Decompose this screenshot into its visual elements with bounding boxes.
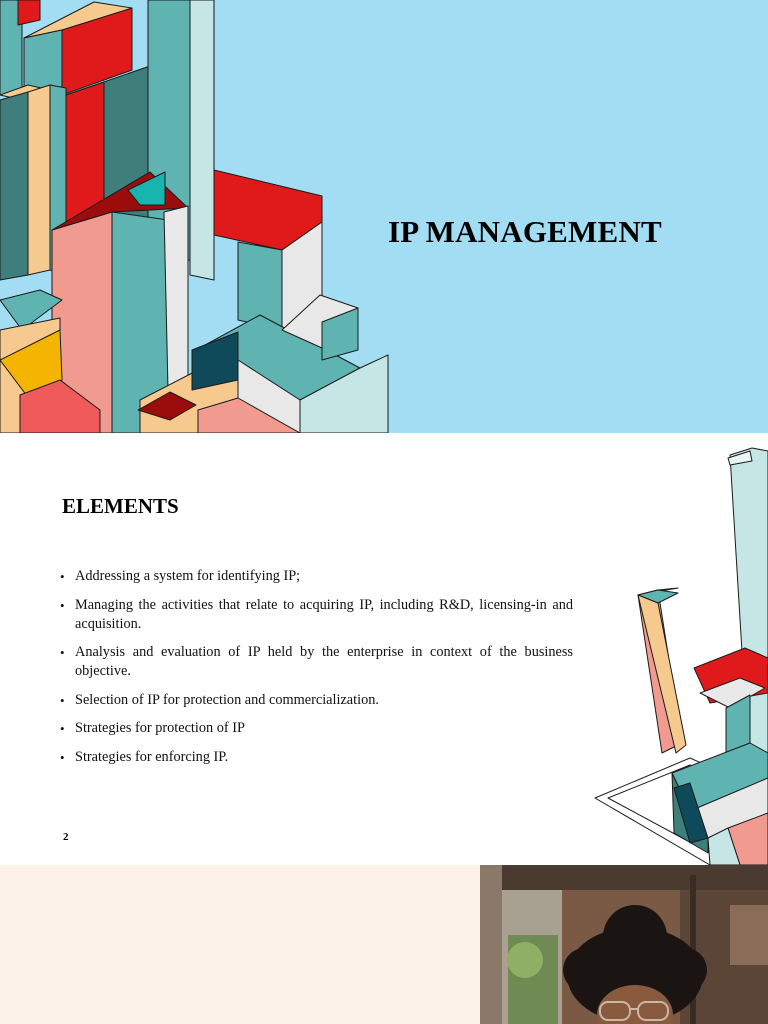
list-item: • Analysis and evaluation of IP held by the enterprise in context of the business objective.	[62, 643, 573, 681]
slide-heading: ELEMENTS	[62, 494, 179, 518]
isometric-blocks-illustration	[0, 0, 400, 433]
page-number: 2	[63, 831, 69, 843]
bullet-list	[62, 567, 573, 776]
list-item: • Managing the activities that relate to acquiring IP, including R&D, licensing-in and acquisition.	[62, 596, 573, 634]
slide-elements	[0, 433, 768, 865]
slide-title	[0, 0, 768, 433]
list-item: • Addressing a system for identifying IP;	[62, 567, 573, 586]
slide-title-text: IP MANAGEMENT	[388, 214, 662, 249]
slide-photo	[0, 865, 768, 1024]
isometric-blocks-illustration-right	[590, 433, 768, 865]
list-item: • Strategies for protection of IP	[62, 719, 573, 738]
list-item: • Selection of IP for protection and commercialization.	[62, 691, 573, 710]
list-item: • Strategies for enforcing IP.	[62, 748, 573, 767]
woman-with-glasses-photo	[480, 865, 768, 1024]
